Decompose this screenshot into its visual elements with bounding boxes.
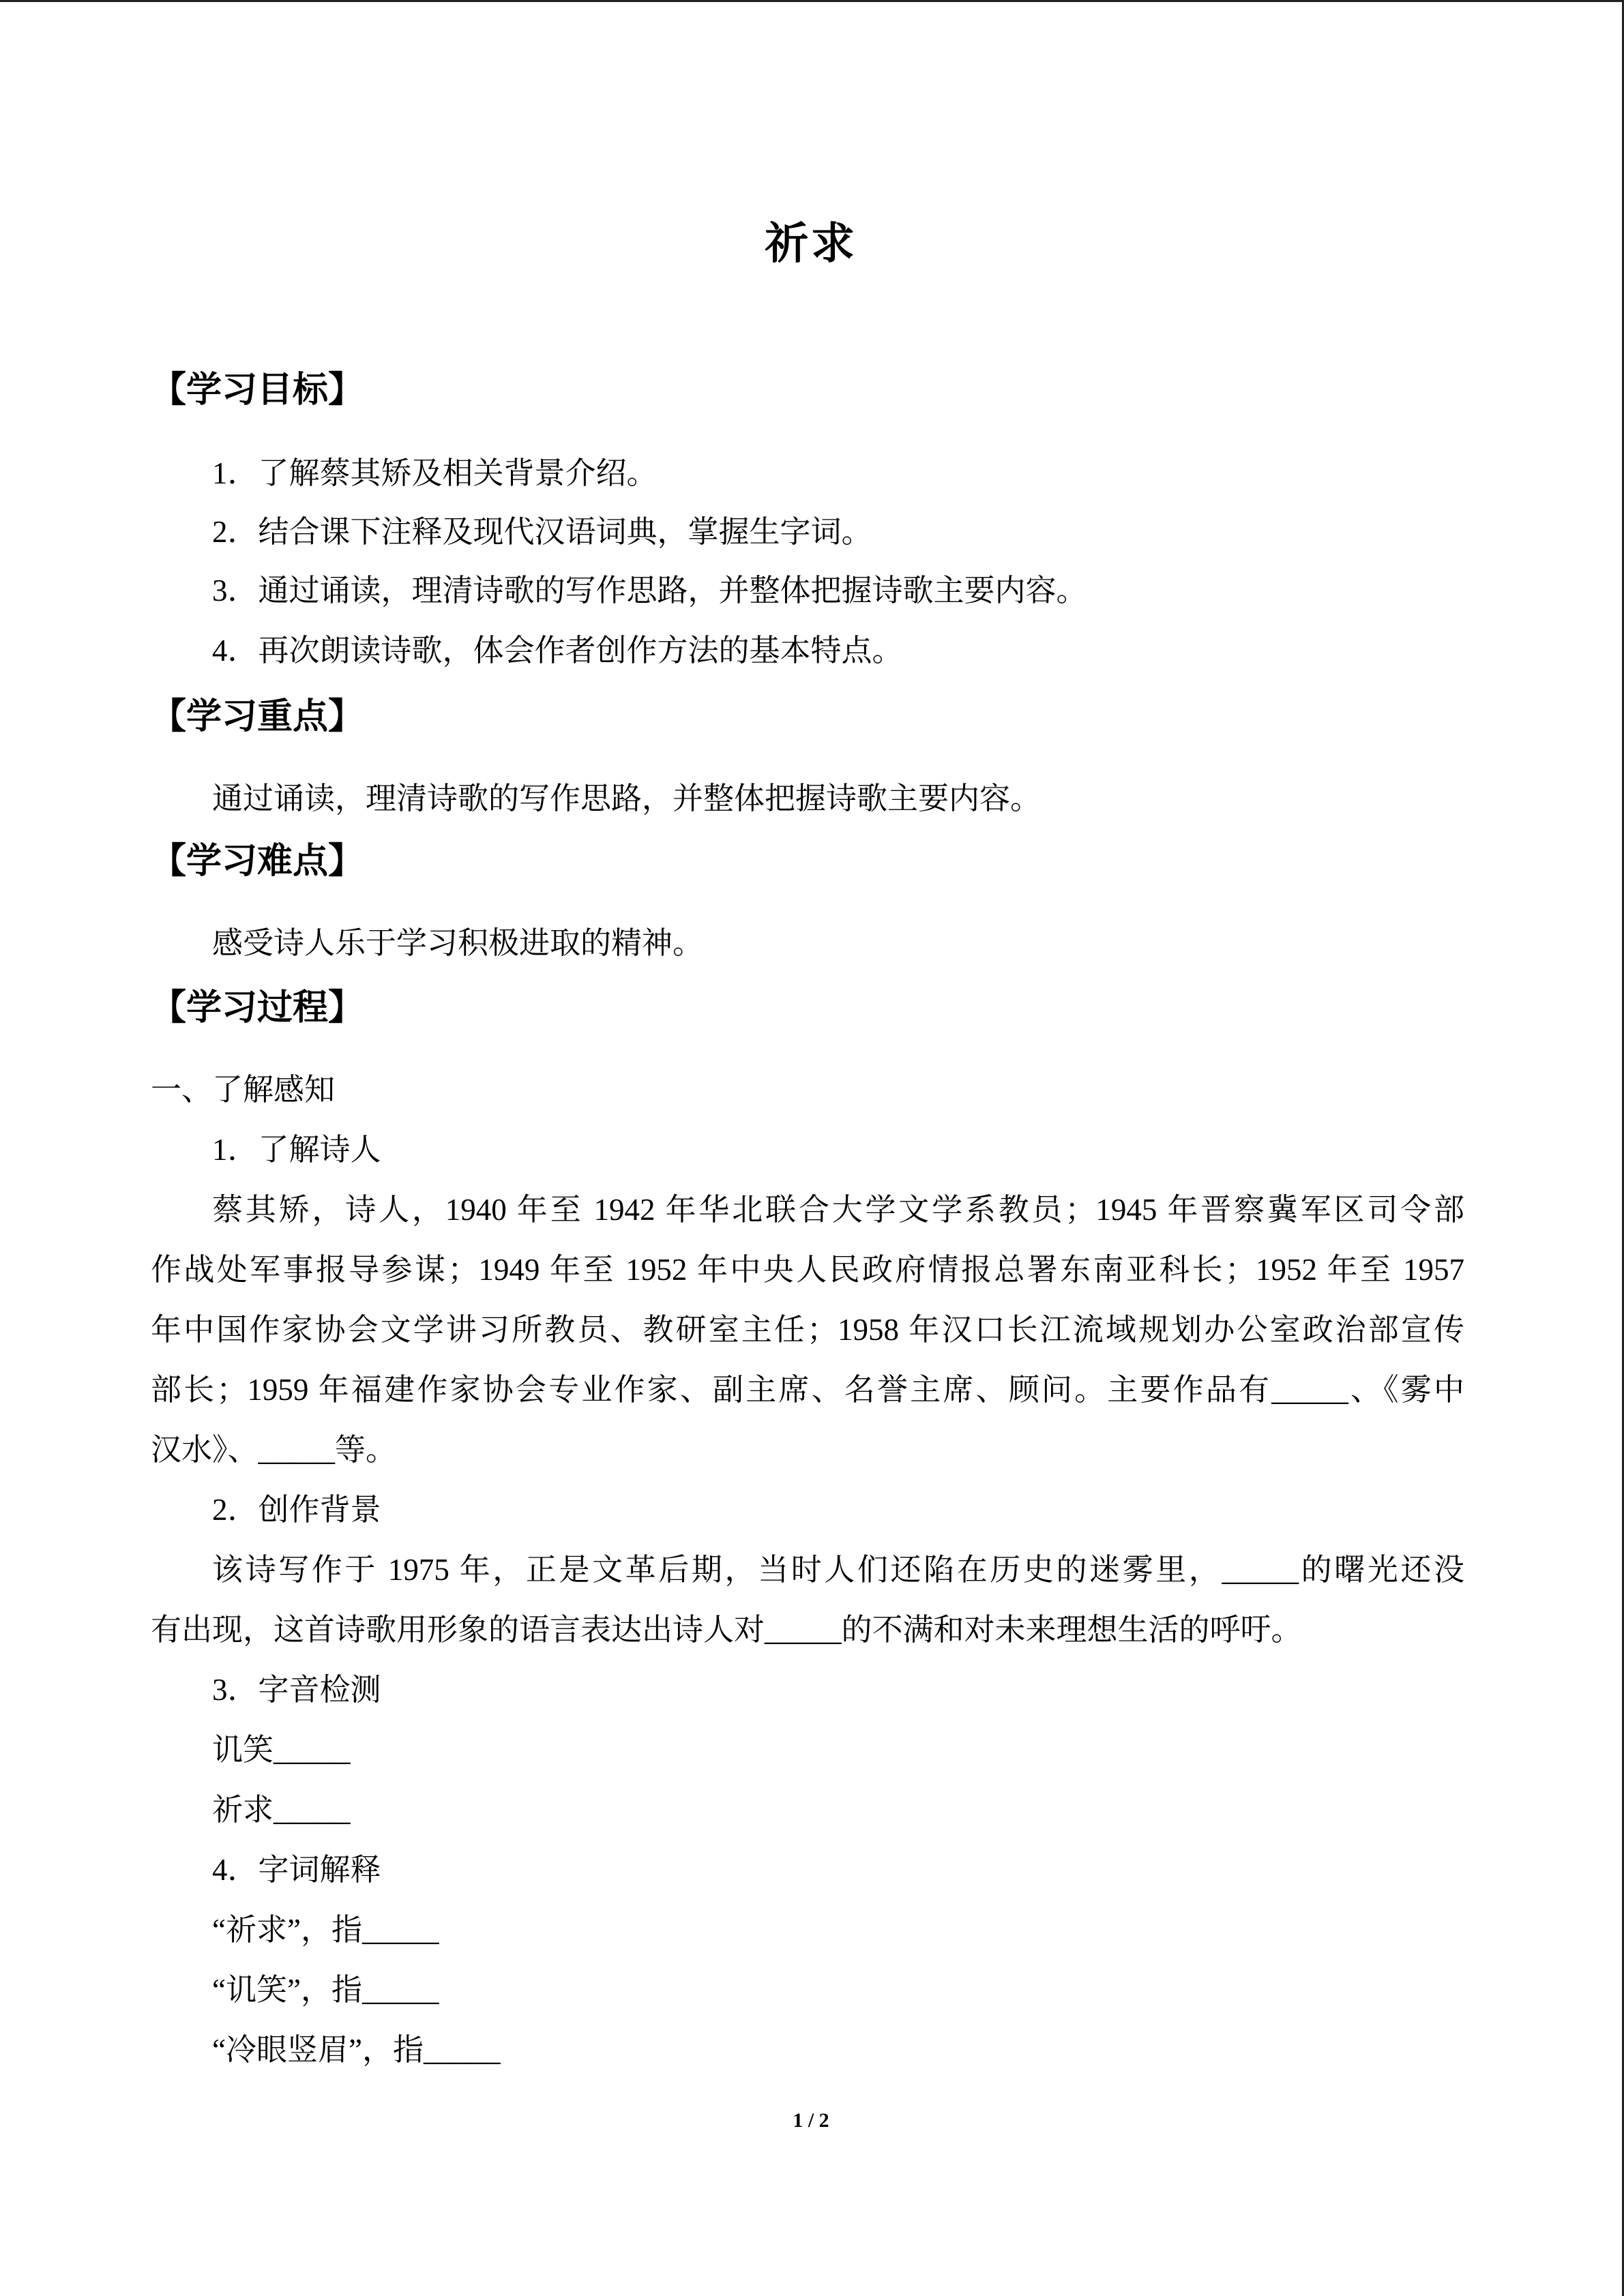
section-heading-objectives: 【学习目标】	[151, 370, 364, 410]
poet-paragraph-line: 蔡其矫，诗人，1940 年至 1942 年华北联合大学文学系教员；1945 年晋察冀军区司令部	[212, 1193, 1464, 1227]
background-paragraph-line: 有出现，这首诗歌用形象的语言表达出诗人对_____的不满和对未来理想生活的呼吁。	[151, 1613, 1302, 1647]
poet-paragraph-line: 作战处军事报导参谋；1949 年至 1952 年中央人民政府情报总署东南亚科长；1952 年至 1957	[151, 1253, 1464, 1287]
poet-paragraph-line: 部长；1959 年福建作家协会专业作家、副主席、名誉主席、顾问。主要作品有_____、《雾中	[151, 1373, 1464, 1407]
section-heading-process: 【学习过程】	[151, 988, 364, 1028]
pronunciation-blank: 祈求_____	[212, 1793, 351, 1827]
item-heading-vocabulary: 4．字词解释	[212, 1853, 381, 1887]
objective-item: 3．通过诵读，理清诗歌的写作思路，并整体把握诗歌主要内容。	[212, 573, 1087, 608]
section-heading-key-point: 【学习重点】	[151, 697, 364, 736]
vocabulary-blank: “讥笑”，指_____	[212, 1973, 439, 2007]
pronunciation-blank: 讥笑_____	[212, 1733, 351, 1767]
subsection-heading-understand: 一、了解感知	[151, 1073, 336, 1107]
objective-item: 4．再次朗读诗歌，体会作者创作方法的基本特点。	[212, 633, 903, 668]
poet-paragraph-line: 年中国作家协会文学讲习所教员、教研室主任；1958 年汉口长江流域规划办公室政治部宣传	[151, 1313, 1464, 1347]
background-paragraph-line: 该诗写作于 1975 年，正是文革后期，当时人们还陷在历史的迷雾里，_____的曙光还没	[212, 1553, 1464, 1587]
poet-paragraph-line: 汉水》、_____等。	[151, 1433, 397, 1467]
item-heading-poet: 1．了解诗人	[212, 1133, 381, 1167]
objective-item: 2．结合课下注释及现代汉语词典，掌握生字词。	[212, 515, 872, 549]
vocabulary-blank: “冷眼竖眉”，指_____	[212, 2033, 501, 2067]
key-point-text: 通过诵读，理清诗歌的写作思路，并整体把握诗歌主要内容。	[212, 781, 1042, 816]
section-heading-difficulty: 【学习难点】	[151, 841, 364, 881]
objective-item: 1．了解蔡其矫及相关背景介绍。	[212, 456, 658, 490]
item-heading-background: 2．创作背景	[212, 1493, 381, 1527]
item-heading-pronunciation: 3．字音检测	[212, 1673, 381, 1707]
difficulty-text: 感受诗人乐于学习积极进取的精神。	[212, 926, 704, 960]
vocabulary-blank: “祈求”，指_____	[212, 1913, 439, 1947]
page-number: 1 / 2	[793, 2109, 829, 2132]
page-title: 祈求	[765, 219, 857, 268]
